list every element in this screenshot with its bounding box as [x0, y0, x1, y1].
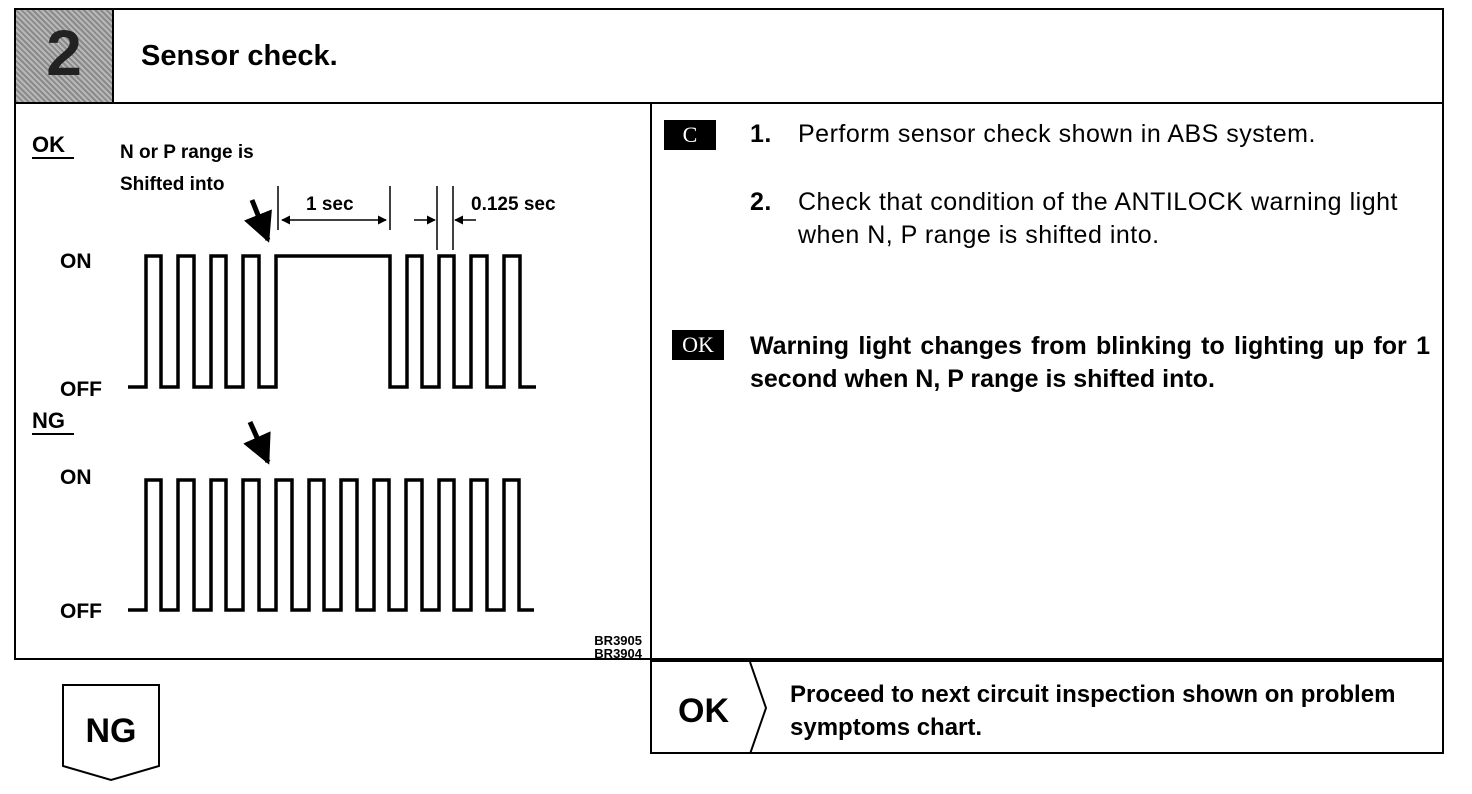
ok-result-text: Warning light changes from blinking to lighting up for 1 second when N, P range is shifted into.: [750, 332, 1430, 393]
step-1-text: Perform sensor check shown in ABS system.: [798, 120, 1316, 148]
step-2-number: 2.: [750, 188, 772, 216]
note-line-2: Shifted into: [120, 174, 225, 195]
waveform-figure: [16, 102, 650, 660]
figure-code-1: BR3905: [594, 633, 642, 648]
step-2-text: Check that condition of the ANTILOCK warning light when N, P range is shifted into.: [798, 188, 1398, 249]
step-1-number: 1.: [750, 120, 772, 148]
ng-result-label: NG: [85, 712, 137, 750]
instruction-step-1: [750, 118, 1430, 158]
step-number-box: [16, 10, 114, 102]
ng-on-label: ON: [60, 466, 92, 489]
ok-chevron-icon: [744, 662, 774, 754]
ok-result-instruction: Proceed to next circuit inspection shown on problem symptoms chart.: [790, 681, 1396, 741]
ng-result-box: [62, 684, 162, 787]
instruction-step-2: [750, 186, 1430, 296]
ok-off-label: OFF: [60, 378, 102, 401]
interval-long-label: 1 sec: [306, 194, 354, 215]
ng-waveform: [128, 480, 534, 610]
step-title: Sensor check.: [141, 40, 338, 72]
ok-tag: OK: [672, 330, 724, 360]
ok-heading: OK: [32, 132, 65, 157]
signal-diagram: [16, 102, 650, 660]
note-line-1: N or P range is: [120, 142, 254, 163]
figure-code-2: BR3904: [594, 646, 642, 660]
shift-pointer-arrow: [252, 200, 268, 240]
ok-result-box: [650, 660, 1444, 754]
ng-off-label: OFF: [60, 600, 102, 623]
instructions-panel: [652, 102, 1442, 660]
inspection-frame: [14, 8, 1444, 660]
interval-short-label: 0.125 sec: [471, 194, 556, 215]
check-tag: C: [664, 120, 716, 150]
ok-result-label: OK: [678, 692, 729, 730]
step-number: 2: [46, 17, 82, 89]
ng-heading: NG: [32, 408, 65, 433]
ok-waveform: [128, 256, 536, 387]
ok-on-label: ON: [60, 250, 92, 273]
ng-pointer-arrow: [250, 422, 268, 462]
step-header: [16, 10, 1442, 104]
